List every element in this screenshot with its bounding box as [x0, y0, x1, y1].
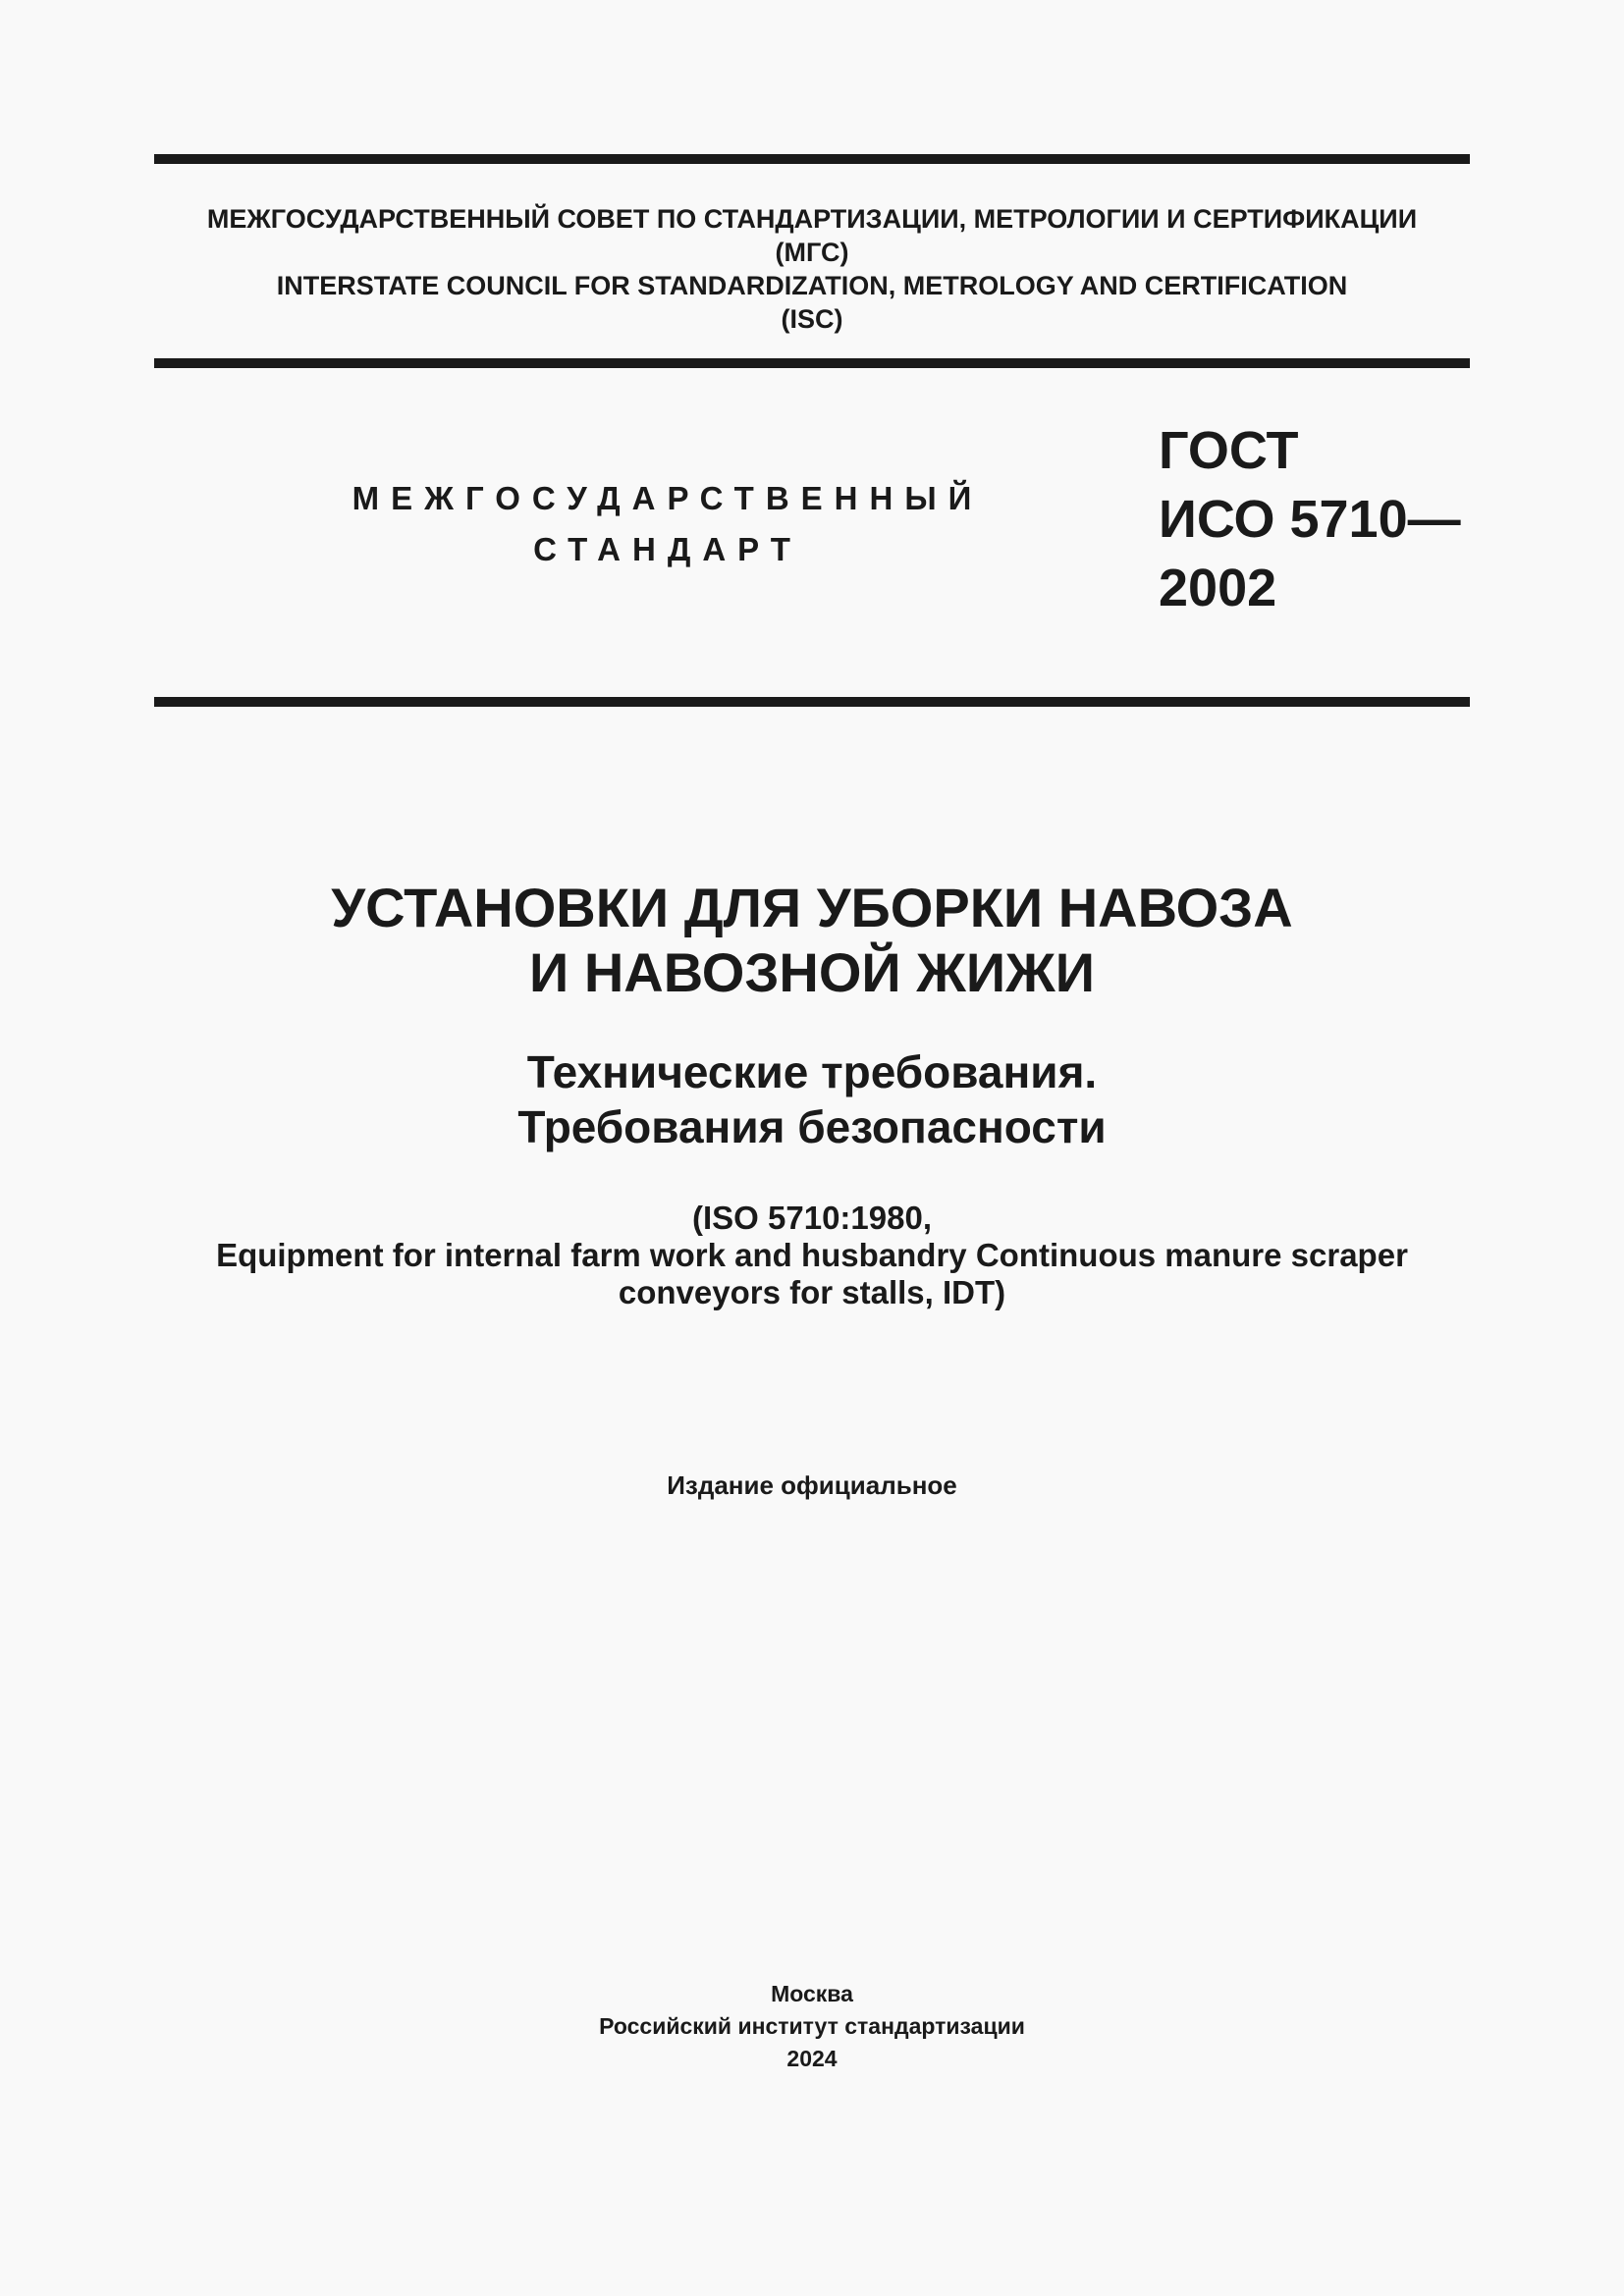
iso-reference-line3: conveyors for stalls, IDT)	[618, 1274, 1006, 1310]
designation-line2: ИСО 5710—	[1159, 490, 1461, 549]
imprint-city: Москва	[771, 1981, 853, 2006]
document-title	[154, 876, 1470, 1005]
imprint	[154, 1978, 1470, 2075]
council-name-en: INTERSTATE COUNCIL FOR STANDARDIZATION, METROLOGY AND CERTIFICATION	[276, 271, 1348, 300]
title-line2: И НАВОЗНОЙ ЖИЖИ	[529, 941, 1095, 1003]
imprint-year: 2024	[786, 2046, 838, 2071]
designation-line3: 2002	[1159, 559, 1277, 617]
standard-designation	[1159, 416, 1473, 622]
designation-bottom-rule	[154, 697, 1470, 707]
subtitle-line2: Требования безопасности	[517, 1101, 1107, 1152]
council-abbr-en: (ISC)	[781, 304, 843, 334]
iso-reference-line2: Equipment for internal farm work and husbandry Continuous manure scraper	[216, 1237, 1408, 1273]
document-subtitle	[154, 1044, 1470, 1154]
standard-type-line1: МЕЖГОСУДАРСТВЕННЫЙ	[352, 480, 984, 516]
iso-reference-line1: (ISO 5710:1980,	[692, 1200, 932, 1236]
standard-type-label	[295, 473, 1041, 575]
council-abbr-ru: (МГС)	[775, 238, 849, 267]
title-line1: УСТАНОВКИ ДЛЯ УБОРКИ НАВОЗА	[331, 877, 1293, 938]
iso-reference	[154, 1200, 1470, 1311]
council-name-ru: МЕЖГОСУДАРСТВЕННЫЙ СОВЕТ ПО СТАНДАРТИЗАЦИИ, МЕТРОЛОГИИ И СЕРТИФИКАЦИИ	[206, 204, 1418, 234]
imprint-publisher: Российский институт стандартизации	[599, 2013, 1025, 2039]
edition-note: Издание официальное	[667, 1470, 957, 1500]
top-rule	[154, 154, 1470, 164]
standard-type-line2: СТАНДАРТ	[533, 531, 802, 567]
council-header	[154, 202, 1470, 336]
subtitle-line1: Технические требования.	[526, 1046, 1098, 1097]
designation-line1: ГОСТ	[1159, 421, 1299, 480]
header-bottom-rule	[154, 358, 1470, 368]
